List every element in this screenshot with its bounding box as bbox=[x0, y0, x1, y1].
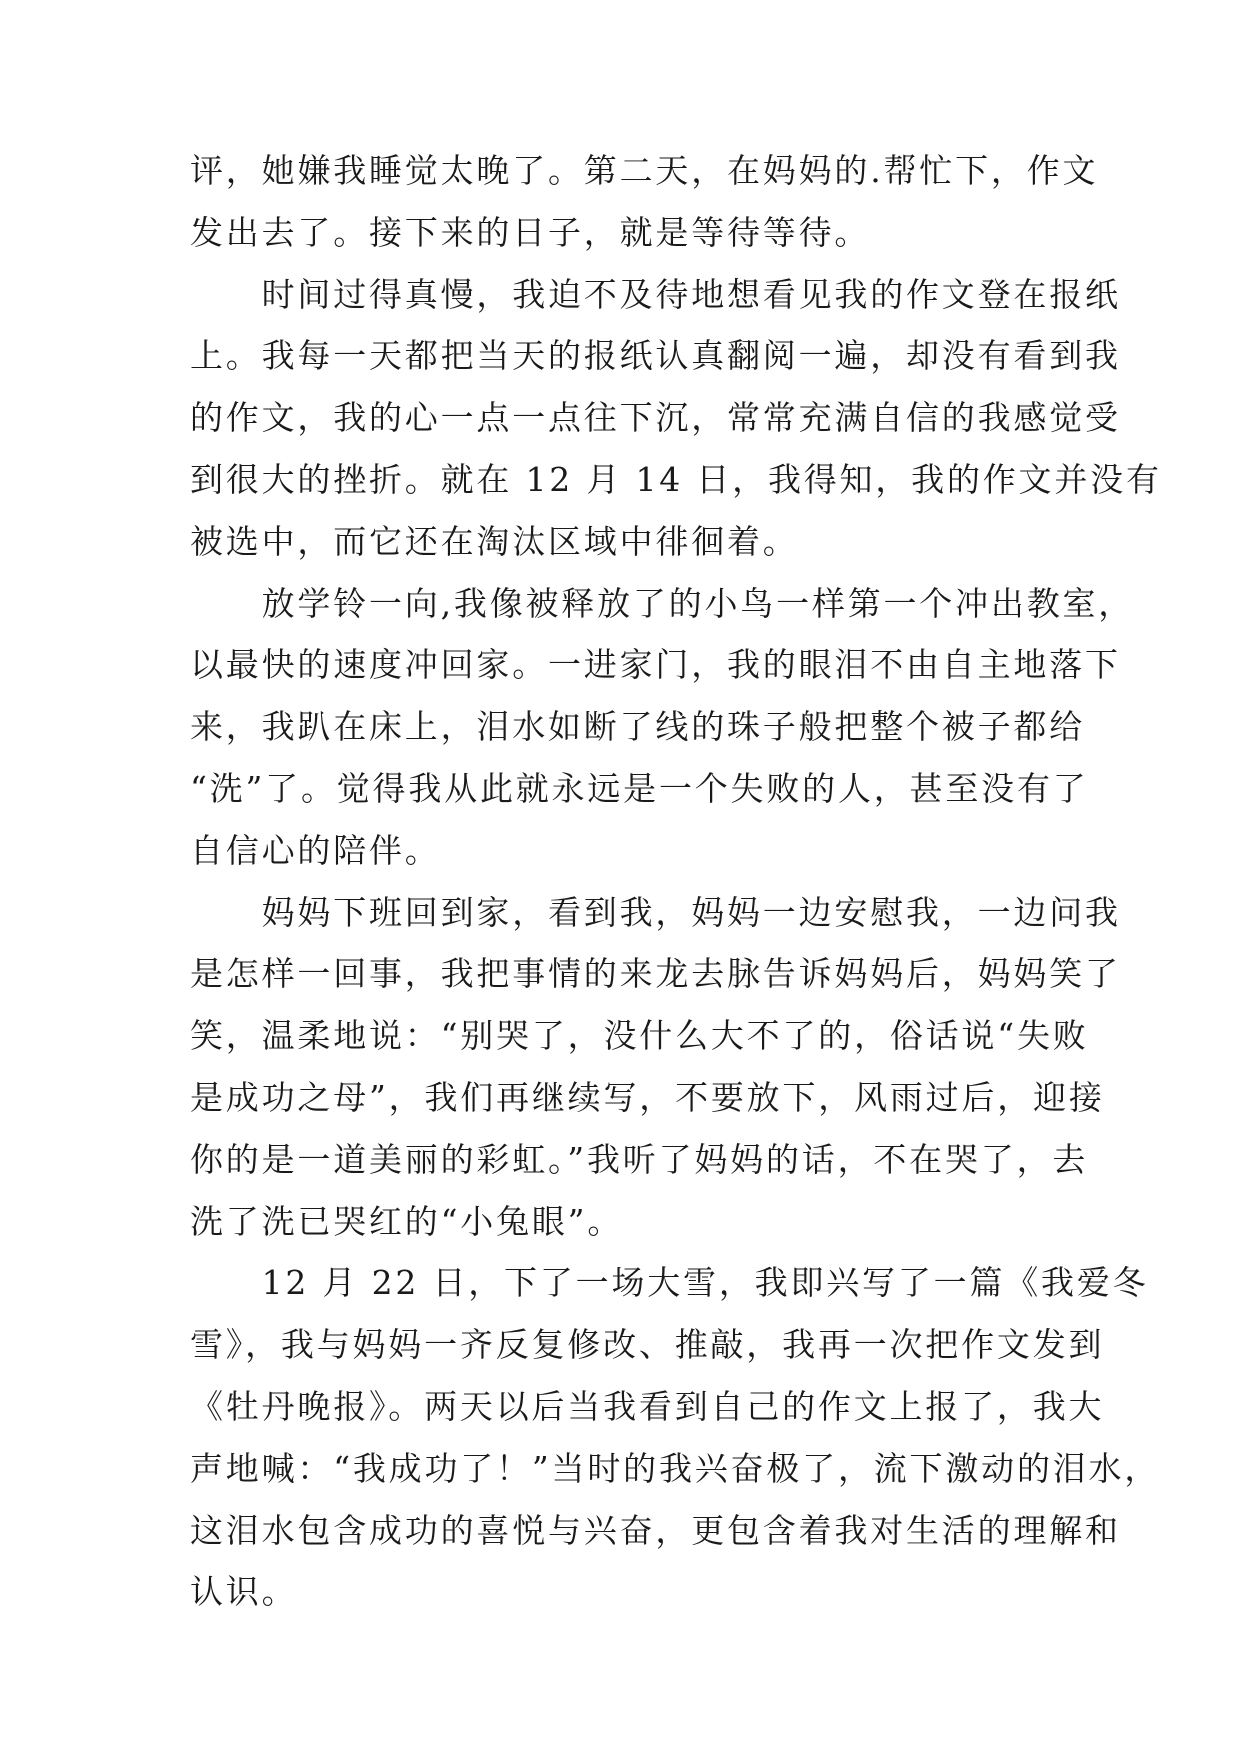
text-line: 是成功之母”，我们再继续写，不要放下，风雨过后，迎接 bbox=[190, 1077, 1105, 1117]
text-line: 妈妈下班回到家，看到我，妈妈一边安慰我，一边问我 bbox=[190, 892, 1121, 932]
text-line: 发出去了。接下来的日子，就是等待等待。 bbox=[190, 212, 871, 252]
text-line: 《牡丹晚报》。两天以后当我看到自己的作文上报了，我大 bbox=[190, 1386, 1105, 1426]
text-line: 时间过得真慢，我迫不及待地想看见我的作文登在报纸 bbox=[190, 274, 1121, 314]
text-line: 声地喊：“我成功了！”当时的我兴奋极了，流下激动的泪水， bbox=[190, 1448, 1161, 1488]
text-line: 雪》，我与妈妈一齐反复修改、推敲，我再一次把作文发到 bbox=[190, 1325, 1105, 1365]
text-line: 笑，温柔地说：“别哭了，没什么大不了的，俗话说“失败 bbox=[190, 1016, 1089, 1056]
text-line: 以最快的速度冲回家。一进家门，我的眼泪不由自主地落下 bbox=[190, 645, 1121, 685]
text-line: 你的是一道美丽的彩虹。”我听了妈妈的话，不在哭了，去 bbox=[190, 1139, 1089, 1179]
text-line: 认识。 bbox=[190, 1572, 298, 1612]
text-line: 的作文，我的心一点一点往下沉，常常充满自信的我感觉受 bbox=[190, 398, 1121, 438]
text-line: 上。我每一天都把当天的报纸认真翻阅一遍，却没有看到我 bbox=[190, 336, 1121, 376]
text-line: 12 月 22 日，下了一场大雪，我即兴写了一篇《我爱冬 bbox=[190, 1263, 1149, 1303]
text-line: 这泪水包含成功的喜悦与兴奋，更包含着我对生活的理解和 bbox=[190, 1510, 1121, 1550]
text-line: 来，我趴在床上，泪水如断了线的珠子般把整个被子都给 bbox=[190, 707, 1085, 747]
text-line: 放学铃一向,我像被释放了的小鸟一样第一个冲出教室， bbox=[190, 583, 1135, 623]
text-line: 是怎样一回事，我把事情的来龙去脉告诉妈妈后，妈妈笑了 bbox=[190, 954, 1121, 994]
text-line: 到很大的挫折。就在 12 月 14 日，我得知，我的作文并没有 bbox=[190, 459, 1162, 499]
text-line: 洗了洗已哭红的“小兔眼”。 bbox=[190, 1201, 624, 1241]
essay-body bbox=[190, 140, 1162, 1623]
text-line: 自信心的陪伴。 bbox=[190, 830, 441, 870]
text-line: “洗”了。觉得我从此就永远是一个失败的人，甚至没有了 bbox=[190, 768, 1089, 808]
text-line: 被选中，而它还在淘汰区域中徘徊着。 bbox=[190, 521, 799, 561]
text-line: 评，她嫌我睡觉太晚了。第二天，在妈妈的.帮忙下，作文 bbox=[190, 151, 1099, 190]
